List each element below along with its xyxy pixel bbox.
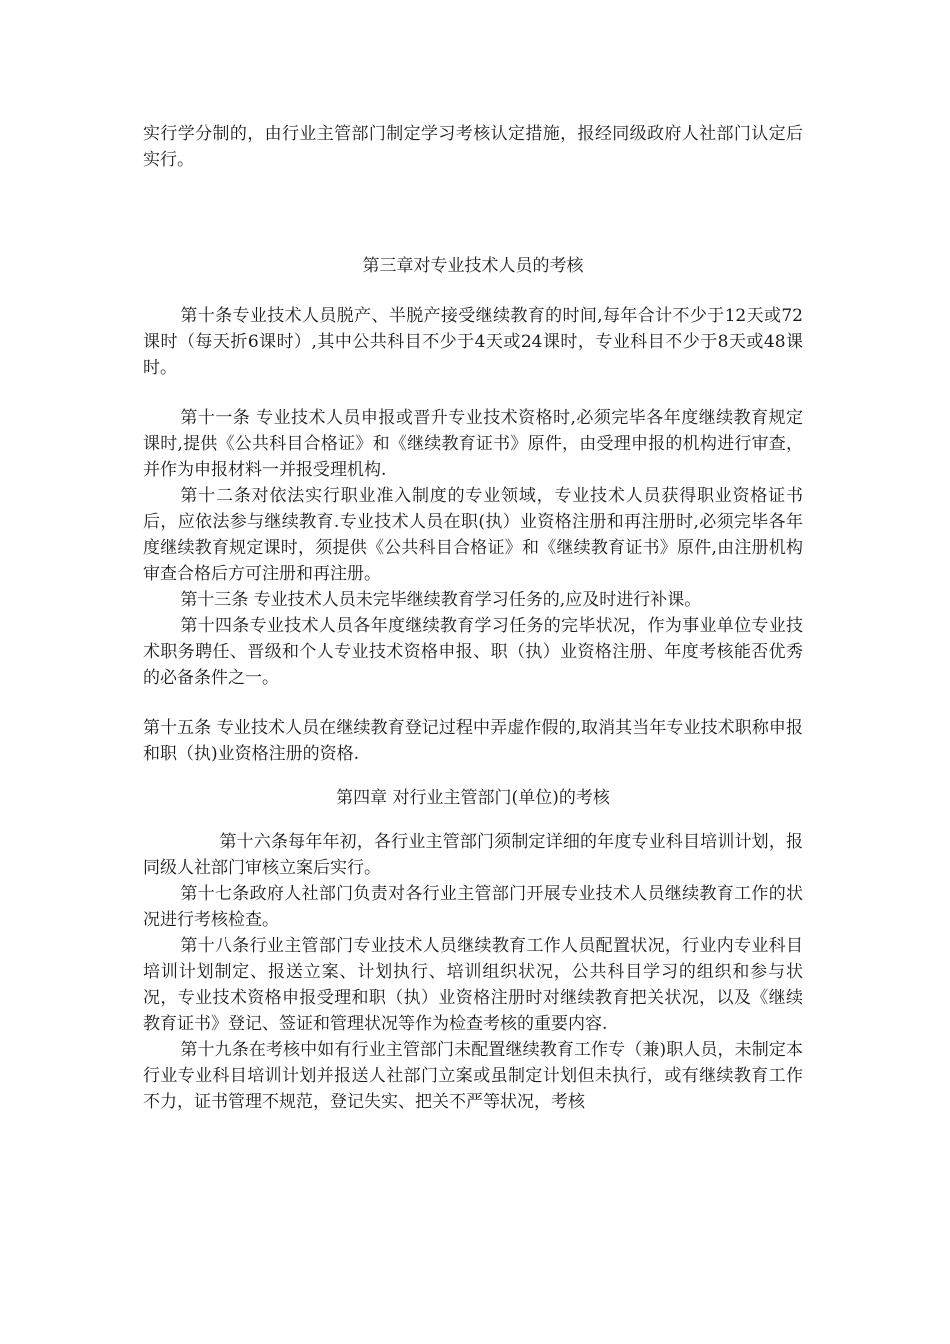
article-11: 第十一条 专业技术人员申报或晋升专业技术资格时,必须完毕各年度继续教育规定课时,提供《公共科目合格证》和《继续教育证书》原件，由受理申报的机构进行审查，并作为申报材料一并报受理机构.	[143, 408, 803, 480]
article-17: 第十七条政府人社部门负责对各行业主管部门开展专业技术人员继续教育工作的状况进行考核检查。	[143, 884, 803, 930]
document-body	[143, 121, 803, 1115]
article-14: 第十四条专业技术人员各年度继续教育学习任务的完毕状况，作为事业单位专业技术职务聘任、晋级和个人专业技术资格申报、职（执）业资格注册、年度考核能否优秀的必备条件之一。	[143, 616, 803, 688]
article-15: 第十五条 专业技术人员在继续教育登记过程中弄虚作假的,取消其当年专业技术职称申报和职（执)业资格注册的资格.	[143, 718, 803, 764]
article-18: 第十八条行业主管部门专业技术人员继续教育工作人员配置状况，行业内专业科目培训计划制定、报送立案、计划执行、培训组织状况，公共科目学习的组织和参与状况，专业技术资格申报受理和职（执）业资格注册时对继续教育把关状况，以及《继续教育证书》登记、签证和管理状况等作为检查考核的重要内容.	[143, 936, 803, 1034]
article-13: 第十三条 专业技术人员未完毕继续教育学习任务的,应及时进行补课。	[180, 590, 702, 610]
article-12: 第十二条对依法实行职业准入制度的专业领域，专业技术人员获得职业资格证书后，应依法参与继续教育.专业技术人员在职(执）业资格注册和再注册时,必须完毕各年度继续教育规定课时，须提供《公共科目合格证》和《继续教育证书》原件,由注册机构审查合格后方可注册和再注册。	[143, 486, 803, 584]
chapter-4-heading: 第四章 对行业主管部门(单位)的考核	[336, 788, 610, 808]
article-10: 第十条专业技术人员脱产、半脱产接受继续教育的时间,每年合计不少于12天或72课时（每天折6课时）,其中公共科目不少于4天或24课时，专业科目不少于8天或48课时。	[143, 306, 803, 378]
paragraph-intro: 实行学分制的，由行业主管部门制定学习考核认定措施，报经同级政府人社部门认定后实行。	[143, 124, 803, 170]
article-19: 第十九条在考核中如有行业主管部门未配置继续教育工作专（兼)职人员，未制定本行业专业科目培训计划并报送人社部门立案或虽制定计划但未执行，或有继续教育工作不力，证书管理不规范，登记失实、把关不严等状况，考核	[143, 1040, 803, 1112]
article-16: 第十六条每年年初，各行业主管部门须制定详细的年度专业科目培训计划，报同级人社部门审核立案后实行。	[143, 832, 803, 878]
chapter-3-heading: 第三章对专业技术人员的考核	[362, 256, 584, 276]
